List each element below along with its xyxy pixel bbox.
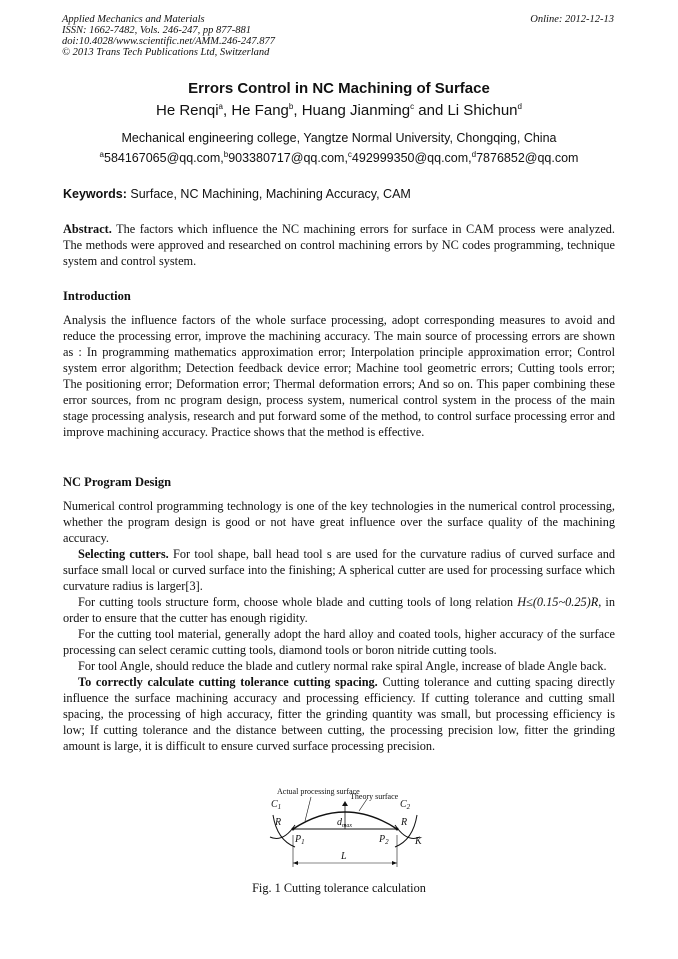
l-label: L (341, 851, 347, 862)
selecting-cutters-paragraph (63, 546, 615, 594)
paper-title: Errors Control in NC Machining of Surface (188, 80, 490, 97)
l-arrow-right (392, 861, 397, 865)
online-date: Online: 2012-12-13 (530, 14, 614, 25)
email-list: $^a$584167065@qq.com,$^b$903380717@qq.com,$^c$492999350@qq.com,$^d$7876852@qq.com (99, 149, 579, 165)
author-mark: b (288, 102, 294, 111)
dmax-label: $d_{max}$ (337, 817, 352, 829)
cutting-tolerance-figure (255, 785, 435, 880)
email-link[interactable]: 492999350@qq.com (351, 151, 469, 165)
nc-program-heading: NC Program Design (63, 475, 172, 489)
abstract-text: The factors which influence the NC machining errors for surface in CAM process were analyzed. The methods were approved and researched on control machining errors by NC codes programming, technique system and control system. (63, 222, 615, 268)
copyright-line: © 2013 Trans Tech Publications Ltd, Switzerland (62, 47, 270, 58)
tool-angle-paragraph: For tool Angle, should reduce the blade and cutlery normal rake spiral Angle, increase of blade Angle back. (78, 659, 607, 673)
tool-structure-text: For cutting tools structure form, choose whole blade and cutting tools of long relation (78, 595, 514, 609)
c1-label: $C_1$ (271, 799, 282, 811)
author-mark: c (410, 102, 415, 111)
email-mark: c (347, 149, 352, 159)
author-name: Li Shichun (447, 102, 518, 119)
keywords-label: Keywords: (63, 187, 127, 201)
tool-material-paragraph: For the cutting tool material, generally adopt the hard alloy and coated tools, higher accuracy of the surface processing can select ceramic cutting tools, diamond tools or boron nitride cutting tools. (63, 627, 615, 657)
issn-line: ISSN: 1662-7482, Vols. 246-247, pp 877-881 (62, 25, 251, 36)
introduction-paragraph: Analysis the influence factors of the whole surface processing, adopt corresponding measures to avoid and reduce the processing error, improve the machining accuracy. The main source of processing errors are shown as : In programming mathematics approximation error; Interpolation principle approximation error; Control system error algorithm; Detection feedback device error; Machine tool geometric errors; Cutting tools error; The positioning error; Deformation error; Thermal deformation errors; And so on. This paper combining these error sources, from nc program design, process system, numerical control system in the process of the main stage processing analysis, research and put forward some of the method, to control surface processing error and improve machining accuracy. Practice shows that the method is effective. (63, 313, 615, 439)
tool-structure-text-end: , in order to ensure that the cutter has enough rigidity. (63, 595, 615, 625)
actual-leader (305, 797, 311, 821)
journal-name: Applied Mechanics and Materials (62, 14, 205, 25)
theory-surface-label: Theory surface (350, 792, 399, 801)
selecting-cutters-label: Selecting cutters. (78, 547, 169, 561)
k-label: K (415, 836, 422, 847)
figure-caption: Fig. 1 Cutting tolerance calculation (252, 881, 426, 895)
p1-point (292, 828, 295, 831)
rigidity-formula: H≤(0.15~0.25)R (517, 595, 599, 609)
author-name: Huang Jianming (301, 102, 411, 119)
introduction-heading: Introduction (63, 289, 131, 303)
affiliation: Mechanical engineering college, Yangtze Normal University, Chongqing, China (121, 131, 557, 145)
r-left-label: R (275, 817, 282, 828)
email-link[interactable]: 903380717@qq.com (228, 151, 345, 165)
selecting-cutters-text: For tool shape, ball head tool s are used for the curvature radius of curved surface and surface small local or curved surface into the finishing; A spherical cutter are used for processing surface which curvature radius is larger[3]. (63, 547, 616, 593)
author-name: He Fang (231, 102, 289, 119)
author-name: He Renqi (156, 102, 219, 119)
cutting-tolerance-label: To correctly calculate cutting tolerance cutting spacing. (78, 675, 378, 689)
l-arrow-left (293, 861, 298, 865)
email-link[interactable]: 7876852@qq.com (476, 151, 579, 165)
tool-structure-paragraph (63, 594, 615, 626)
dmax-arrowhead (342, 801, 348, 806)
cutting-tolerance-text: Cutting tolerance and cutting spacing directly influence the surface machining accuracy and processing efficiency. If cutting tolerance and cutting small spacing, the processing of high accuracy, fitter the grinding quantity was small, but processing efficiency is low; If cutting tolerance and the distance between cutting, the processing precision low, fitter the grinding amount is large, it is difficult to ensure curved surface processing precision. (63, 675, 616, 753)
email-mark: d (471, 149, 477, 159)
keywords (63, 187, 615, 201)
introduction-body (63, 312, 615, 440)
left-tool-lower (270, 825, 295, 839)
keywords-text: Surface, NC Machining, Machining Accuracy, CAM (130, 187, 411, 201)
abstract-label: Abstract. (63, 222, 112, 236)
author-mark: a (218, 102, 223, 111)
author-mark: d (517, 102, 522, 111)
cutting-tolerance-paragraph (63, 674, 615, 754)
abstract (63, 221, 615, 269)
r-right-label: R (401, 817, 408, 828)
p2-point (396, 828, 399, 831)
author-list: He Renqi$^a$, He Fang$^b$, Huang Jianming$^c$ and Li Shichun$^d$ (156, 102, 522, 119)
p1-label: $P_1$ (295, 834, 305, 846)
email-link[interactable]: 584167065@qq.com (104, 151, 221, 165)
actual-surface-label: Actual processing surface (277, 787, 360, 796)
journal-header (62, 14, 275, 58)
c2-label: $C_2$ (400, 799, 411, 811)
nc-paragraph: Numerical control programming technology is one of the key technologies in the numerical control processing, whether the program design is good or not have great influence over the surface quality of the machining accuracy. (63, 499, 615, 545)
p2-label: $P_2$ (379, 834, 389, 846)
doi-line: doi:10.4028/www.scientific.net/AMM.246-247.877 (62, 36, 275, 47)
email-mark: b (223, 149, 229, 159)
nc-program-body (63, 498, 615, 754)
email-mark: a (99, 149, 104, 159)
